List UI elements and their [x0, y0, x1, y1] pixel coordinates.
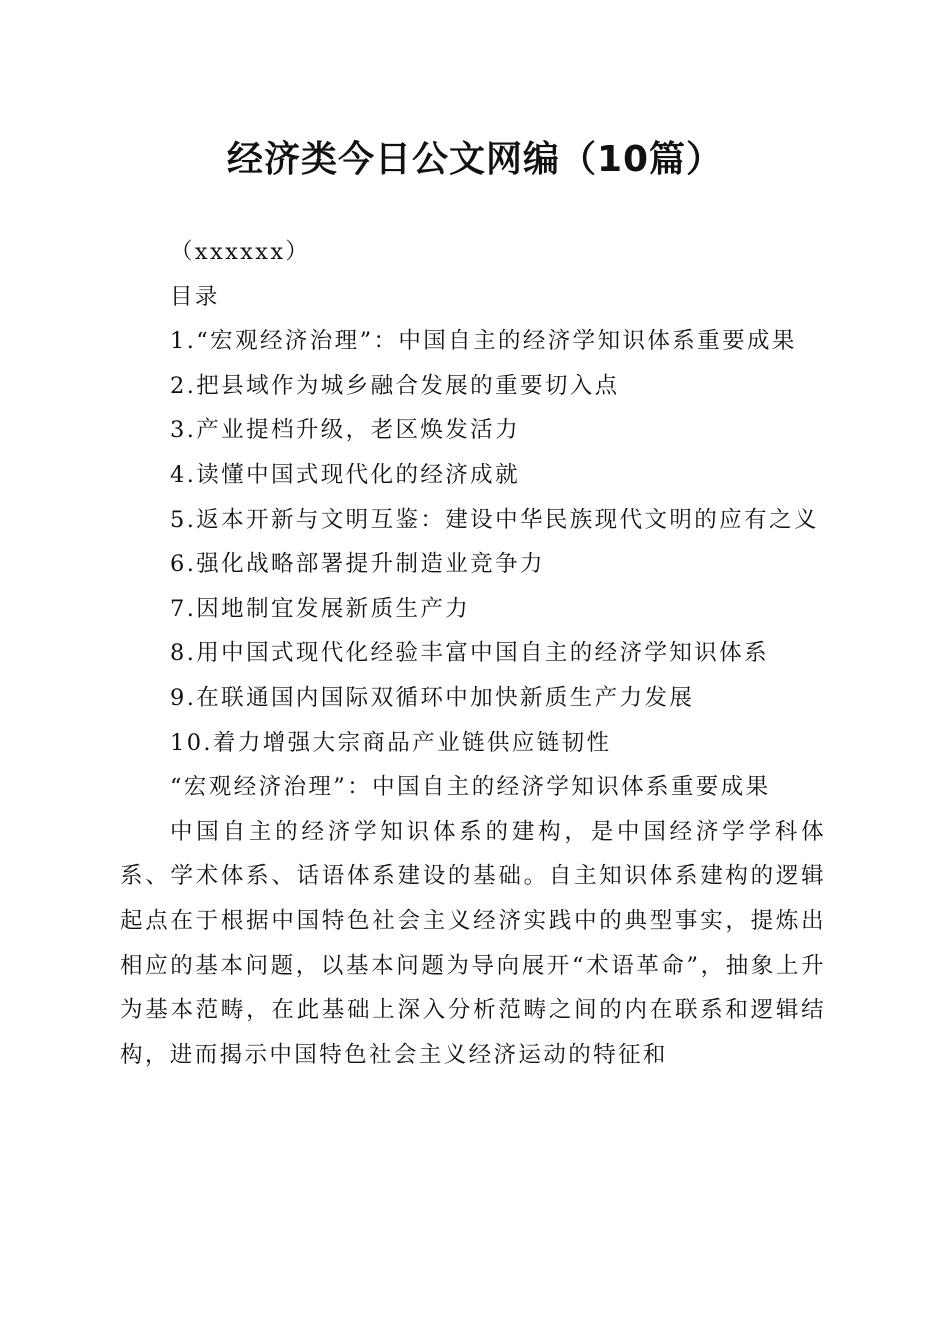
document-title: 经济类今日公文网编（10篇） [226, 139, 724, 180]
toc-heading: 目录 [170, 283, 220, 310]
toc-item: 2.把县域作为城乡融合发展的重要切入点 [170, 372, 620, 399]
document-body [120, 230, 826, 1077]
body-paragraph: 中国自主的经济学知识体系的建构，是中国经济学学科体系、学术体系、话语体系建设的基础。自主知识体系建构的逻辑起点在于根据中国特色社会主义经济实践中的典型事实，提炼出相应的基本问题，以基本问题为导向展开“术语革命”，抽象上升为基本范畴，在此基础上深入分析范畴之间的内在联系和逻辑结构，进而揭示中国特色社会主义经济运动的特征和 [120, 818, 826, 1068]
toc-item: 6.强化战略部署提升制造业竞争力 [170, 551, 545, 578]
author-placeholder: （xxxxxx） [170, 239, 311, 265]
toc-item: 5.返本开新与文明互鉴：建设中华民族现代文明的应有之义 [170, 506, 819, 533]
section-title: “宏观经济治理”：中国自主的经济学知识体系重要成果 [170, 774, 771, 801]
toc-item: 4.读懂中国式现代化的经济成就 [170, 461, 520, 488]
toc-item: 7.因地制宜发展新质生产力 [170, 595, 471, 622]
toc-item: 1.“宏观经济治理”：中国自主的经济学知识体系重要成果 [170, 328, 797, 355]
toc-item: 8.用中国式现代化经验丰富中国自主的经济学知识体系 [170, 640, 769, 667]
toc-item: 10.着力增强大宗商品产业链供应链韧性 [170, 729, 612, 756]
toc-item: 3.产业提档升级，老区焕发活力 [170, 417, 520, 444]
toc-item: 9.在联通国内国际双循环中加快新质生产力发展 [170, 684, 695, 711]
table-of-contents [120, 319, 826, 765]
